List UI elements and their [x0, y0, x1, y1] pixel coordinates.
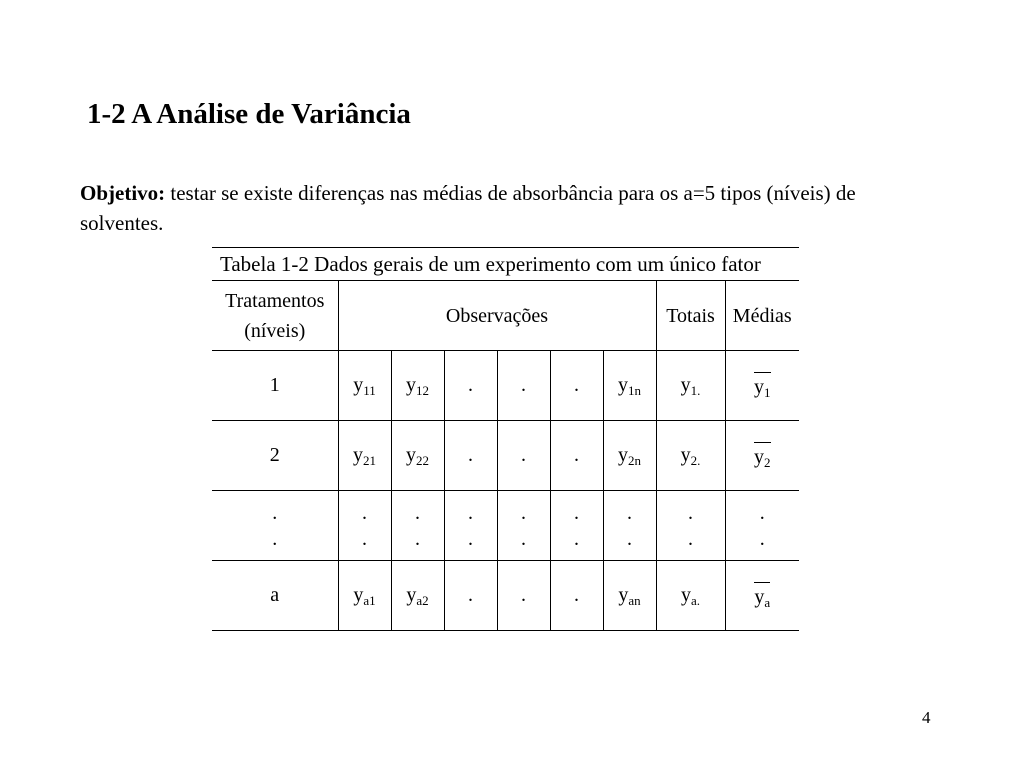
header-observations: Observações	[338, 281, 656, 351]
ellipsis-cell: . .	[603, 491, 656, 561]
obs-cell: .	[497, 421, 550, 491]
ellipsis-cell: . .	[212, 491, 338, 561]
total-cell: $y_{1.}$	[656, 351, 725, 421]
header-means: Médias	[725, 281, 799, 351]
table-row	[212, 561, 799, 631]
obs-cell: $y_{22}$	[391, 421, 444, 491]
page-number: 4	[922, 708, 931, 727]
obs-cell: .	[550, 561, 603, 631]
ellipsis-cell: . .	[391, 491, 444, 561]
obs-cell: $y_{21}$	[338, 421, 391, 491]
mean-cell: $y_1$	[725, 351, 799, 421]
level-cell: a	[212, 561, 338, 631]
objective-label: Objetivo:	[80, 181, 166, 205]
table-row	[212, 351, 799, 421]
objective-text: testar se existe diferenças nas médias de absorbância para os a=5 tipos (níveis) de solventes.	[80, 181, 856, 235]
obs-cell: $y_{12}$	[391, 351, 444, 421]
obs-cell: .	[444, 351, 497, 421]
ellipsis-cell: . .	[656, 491, 725, 561]
header-treatments	[212, 281, 338, 351]
obs-cell: $y_{1n}$	[603, 351, 656, 421]
obs-cell: $y_{a1}$	[338, 561, 391, 631]
mean-cell: $y_2$	[725, 421, 799, 491]
table-header-row	[212, 281, 799, 351]
header-treatments-line1: Tratamentos	[225, 289, 325, 312]
slide-title: 1-2 A Análise de Variância	[87, 98, 411, 130]
ellipsis-cell: . .	[444, 491, 497, 561]
obs-cell: $y_{a2}$	[391, 561, 444, 631]
ellipsis-cell: . .	[338, 491, 391, 561]
total-cell: $y_{2.}$	[656, 421, 725, 491]
obs-cell: $y_{2n}$	[603, 421, 656, 491]
header-treatments-line2: (níveis)	[244, 319, 306, 342]
table-caption: Tabela 1-2 Dados gerais de um experimento com um único fator	[212, 248, 799, 281]
total-cell: $y_{a.}$	[656, 561, 725, 631]
obs-cell: .	[550, 351, 603, 421]
level-cell: 2	[212, 421, 338, 491]
obs-cell: .	[444, 421, 497, 491]
ellipsis-cell: . .	[550, 491, 603, 561]
obs-cell: $y_{an}$	[603, 561, 656, 631]
table-row	[212, 421, 799, 491]
objective-paragraph	[80, 178, 930, 238]
obs-cell: .	[444, 561, 497, 631]
obs-cell: .	[497, 351, 550, 421]
data-table	[212, 247, 799, 631]
ellipsis-row	[212, 491, 799, 561]
obs-cell: .	[497, 561, 550, 631]
mean-cell: $y_a$	[725, 561, 799, 631]
ellipsis-cell: . .	[725, 491, 799, 561]
header-totals: Totais	[656, 281, 725, 351]
obs-cell: .	[550, 421, 603, 491]
obs-cell: $y_{11}$	[338, 351, 391, 421]
level-cell: 1	[212, 351, 338, 421]
ellipsis-cell: . .	[497, 491, 550, 561]
